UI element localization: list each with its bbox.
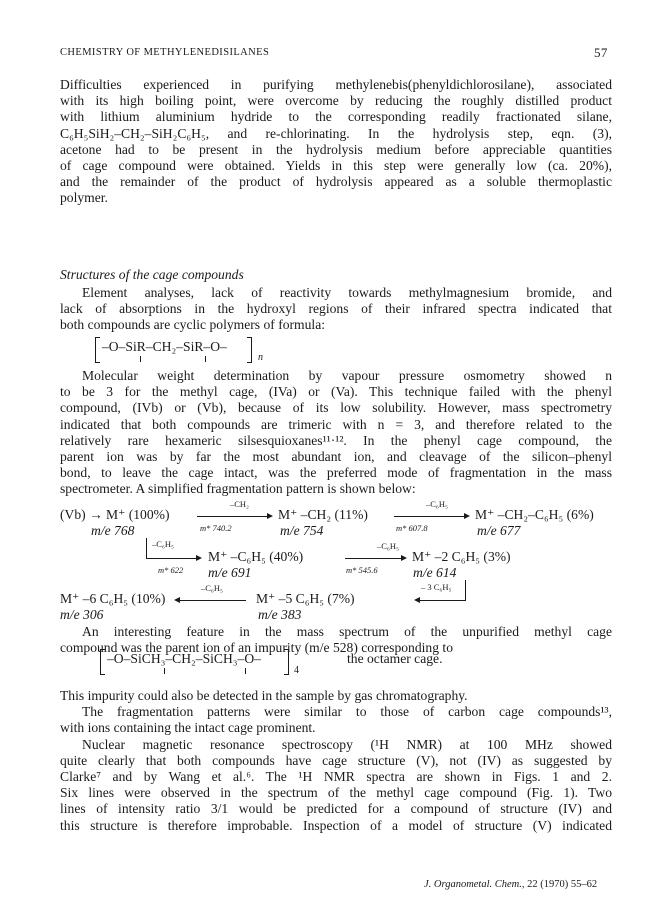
branch-line bbox=[146, 538, 147, 558]
text-line: with lithium aluminium hydride to the corresponding readily fractionated silane, bbox=[60, 109, 612, 125]
scheme-ion-7-mz: m/e 306 bbox=[60, 607, 104, 622]
text-line: Difficulties experienced in purifying methylenebis(phenyldichlorosilane), associated bbox=[60, 77, 612, 92]
scheme-ion-3: M⁺ –CH₂–C₆H₅ (6%) bbox=[475, 507, 594, 522]
bond-tick bbox=[205, 356, 206, 362]
text-line: and the remainder of the product of hydrolysis appeared as a soluble thermoplastic bbox=[60, 174, 612, 190]
text-line: to be 3 for the methyl cage, (IVa) or (Va). This technique failed with the phenyl bbox=[60, 384, 612, 400]
arrow-head bbox=[401, 555, 407, 561]
text-line: both compounds are cyclic polymers of formula: bbox=[60, 317, 326, 333]
right-bracket bbox=[247, 337, 252, 363]
running-title: CHEMISTRY OF METHYLENEDISILANES bbox=[60, 47, 270, 58]
journal-name: J. Organometal. Chem., bbox=[424, 879, 525, 890]
text-line: with its high boiling point, were overcome by reducing the roughly distilled product bbox=[60, 93, 612, 109]
loss-label: –CH₂ bbox=[230, 499, 250, 509]
loss-label: –C₆H₅ bbox=[152, 539, 174, 549]
text-line: indicated that both compounds are trimeric with n = 3, and therefore related to the bbox=[60, 416, 612, 432]
text-line: acetone had to be present in the hydrolysis medium before appreciable quantities bbox=[60, 141, 612, 157]
text-line: C₆H₅SiH₂–CH₂–SiH₂C₆H₅, and re-chlorinating. In the hydrolysis step, eqn. (3), bbox=[60, 125, 612, 141]
scheme-ion-7: M⁺ –6 C₆H₅ (10%) bbox=[60, 591, 166, 606]
text-line: This impurity could also be detected in the sample by gas chromatography. bbox=[60, 688, 468, 703]
arrow-line bbox=[180, 600, 246, 601]
text-line: Six lines were observed in the spectrum of the methyl cage compound (Fig. 1). Two bbox=[60, 785, 612, 801]
section-heading: Structures of the cage compounds bbox=[60, 267, 244, 282]
paragraph-3 bbox=[60, 368, 612, 498]
arrow-line bbox=[420, 600, 466, 601]
formula-text: –O–SiR–CH₂–SiR–O– bbox=[102, 339, 227, 354]
text-line: of cage compound were obtained. Yields in this step were generally low (ca. 20%), bbox=[60, 158, 612, 174]
formula-subscript: 4 bbox=[294, 665, 299, 676]
loss-label: –C₆H₅ bbox=[426, 499, 448, 509]
journal-citation bbox=[424, 879, 597, 890]
left-bracket bbox=[95, 337, 100, 363]
loss-label: –C₆H₅ bbox=[377, 541, 399, 551]
page-number: 57 bbox=[594, 45, 608, 60]
text-line: this structure is therefore improbable. Inspection of a model of structure (V) indicated bbox=[60, 817, 612, 833]
paragraph-1 bbox=[60, 77, 612, 207]
formula-text: –O–SiCH₃–CH₂–SiCH₃–O– bbox=[107, 651, 261, 666]
metastable-label: m* 545.6 bbox=[346, 565, 378, 575]
paragraph-2 bbox=[60, 285, 612, 334]
arrow-line bbox=[197, 516, 269, 517]
citation-volume: 22 (1970) 55–62 bbox=[524, 879, 598, 890]
text-line: polymer. bbox=[60, 190, 108, 206]
scheme-ion-4-mz: m/e 691 bbox=[208, 565, 252, 580]
scheme-ion-5: M⁺ –2 C₆H₅ (3%) bbox=[412, 549, 511, 564]
text-line: lines of intensity ratio 3/1 would be predicted for a compound of structure (IV) and bbox=[60, 801, 612, 817]
loss-label: – 3 C₆H₅ bbox=[421, 582, 452, 592]
bond-tick bbox=[245, 668, 246, 674]
scheme-ion-2: M⁺ –CH₂ (11%) bbox=[278, 507, 368, 522]
branch-line bbox=[465, 580, 466, 600]
arrow-head bbox=[196, 555, 202, 561]
left-bracket bbox=[100, 649, 105, 675]
scheme-start-ion: (Vb) → M⁺ (100%) bbox=[60, 507, 170, 522]
text-line: spectrometer. A simplified fragmentation pattern is shown below: bbox=[60, 481, 416, 497]
text-line: quite clearly that both compounds have cage structure (V), not (IV) as suggested by bbox=[60, 752, 612, 768]
scheme-ion-5-mz: m/e 614 bbox=[413, 565, 457, 580]
arrow-head bbox=[464, 513, 470, 519]
metastable-label: m* 740.2 bbox=[200, 523, 232, 533]
arrow-head bbox=[174, 597, 180, 603]
scheme-ion-4: M⁺ –C₆H₅ (40%) bbox=[208, 549, 304, 564]
metastable-label: m* 622 bbox=[158, 565, 184, 575]
text-line: with ions containing the intact cage prominent. bbox=[60, 720, 316, 736]
formula-subscript: n bbox=[258, 352, 263, 363]
arrow-line bbox=[146, 558, 198, 559]
metastable-label: m* 607.8 bbox=[396, 523, 428, 533]
text-line: Nuclear magnetic resonance spectroscopy (¹H NMR) at 100 MHz showed bbox=[82, 736, 612, 752]
text-line: compound, (IVb) or (Vb), because of its low solubility. However, mass spectrometry bbox=[60, 400, 612, 416]
text-line: parent ion was by far the most abundant ion, and cleavage of the silicon–phenyl bbox=[60, 449, 612, 465]
formula-caption: the octamer cage. bbox=[347, 651, 443, 666]
bond-tick bbox=[140, 356, 141, 362]
arrow-line bbox=[394, 516, 466, 517]
scheme-ion-2-mz: m/e 754 bbox=[280, 523, 324, 538]
paragraph-5 bbox=[60, 688, 612, 834]
scheme-ion-3-mz: m/e 677 bbox=[477, 523, 521, 538]
loss-label: –C₆H₅ bbox=[201, 583, 223, 593]
arrow-head bbox=[414, 597, 420, 603]
arrow-line bbox=[345, 558, 403, 559]
text-line: An interesting feature in the mass spectrum of the unpurified methyl cage bbox=[82, 624, 612, 639]
text-line: bond, to leave the cage intact, was the preferred mode of fragmentation in the mass bbox=[60, 465, 612, 481]
text-line: relatively rare hexameric silsesquioxanes¹¹·¹². In the phenyl cage compound, the bbox=[60, 432, 612, 448]
bond-tick bbox=[164, 668, 165, 674]
text-line: Clarke⁷ and by Wang et al.⁶. The ¹H NMR spectra are shown in Figs. 1 and 2. bbox=[60, 769, 612, 785]
scheme-start-mz: m/e 768 bbox=[91, 523, 135, 538]
text-line: Element analyses, lack of reactivity towards methylmagnesium bromide, and bbox=[82, 285, 612, 300]
scheme-ion-6-mz: m/e 383 bbox=[258, 607, 302, 622]
text-line: The fragmentation patterns were similar to those of carbon cage compounds¹³, bbox=[82, 704, 612, 720]
text-line: lack of absorptions in the hydroxyl regions of their infrared spectra indicated that bbox=[60, 301, 612, 317]
arrow-head bbox=[267, 513, 273, 519]
text-line: compound was the parent ion of an impurity (m/e 528) corresponding to bbox=[60, 640, 453, 656]
text-line: Molecular weight determination by vapour pressure osmometry showed n bbox=[82, 368, 612, 383]
scheme-ion-6: M⁺ –5 C₆H₅ (7%) bbox=[256, 591, 355, 606]
right-bracket bbox=[284, 649, 289, 675]
